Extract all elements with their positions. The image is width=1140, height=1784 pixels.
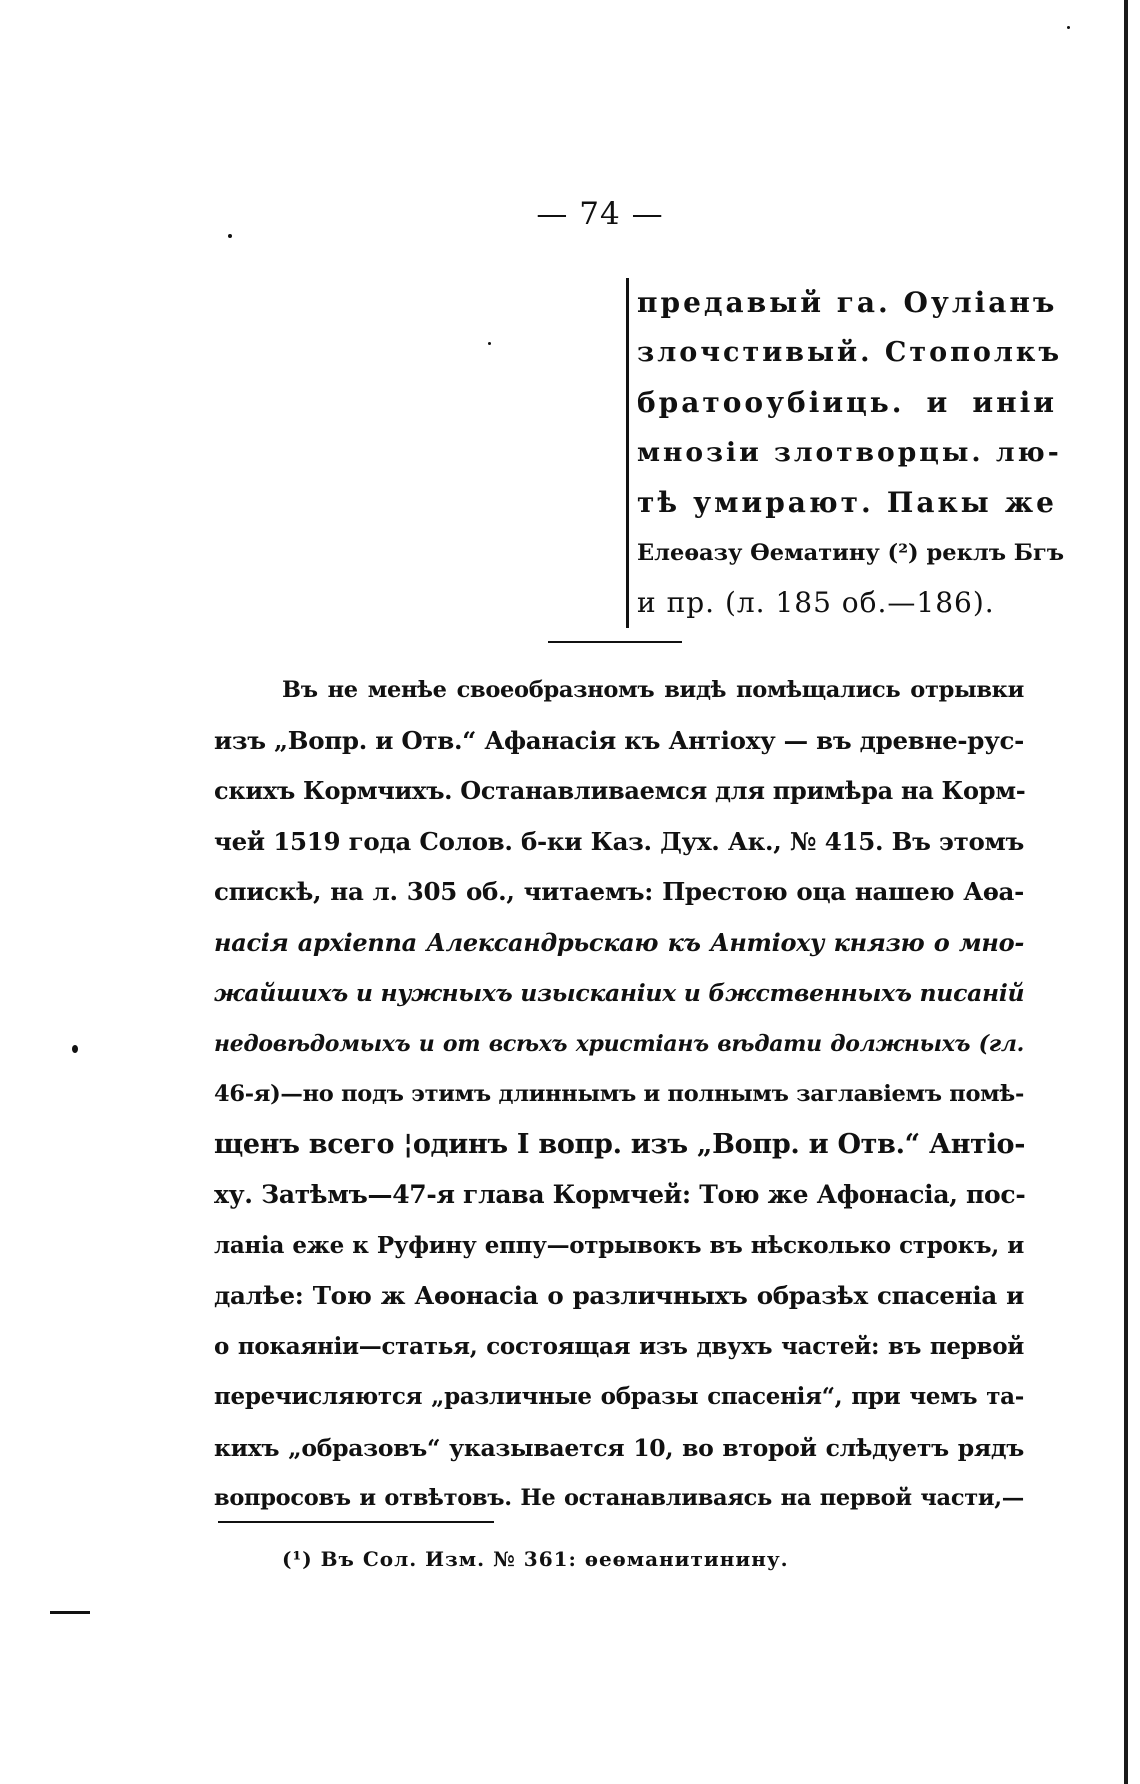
body-line: жайшихъ и нужныхъ изысканіих и бжственныхъ писаній xyxy=(214,979,1025,1007)
stray-dot-mark xyxy=(1067,26,1070,29)
body-line: Въ не менѣе своеобразномъ видѣ помѣщались отрывки xyxy=(282,677,1024,703)
body-line: изъ „Вопр. и Отв.“ Афанасія къ Антіоху — въ древне-рус- xyxy=(214,725,1024,755)
quote-line: злочстивый. Стополкъ xyxy=(637,337,1063,368)
body-line: перечисляются „различные образы спасенія“, при чемъ та- xyxy=(214,1383,1024,1410)
stray-dot-mark xyxy=(228,234,232,238)
body-line: щенъ всего ¦одинъ I вопр. изъ „Вопр. и Отв.“ Антіо- xyxy=(214,1128,1026,1160)
body-line: далѣе: Тою ж Аѳонасіа о различныхъ образѣх спасеніа и xyxy=(214,1281,1024,1310)
body-line: ху. Затѣмъ—47-я глава Кормчей: Тою же Афонасіа, пос- xyxy=(214,1180,1026,1209)
quoted-passage xyxy=(626,278,1065,628)
quote-line: и пр. (л. 185 об.—186). xyxy=(637,586,995,619)
page-number: — 74 — xyxy=(536,196,664,232)
body-line: насія архіеппа Александрьскаю къ Антіоху князю о мно- xyxy=(214,927,1024,957)
footnote: (¹) Въ Сол. Изм. № 361: ѳеѳманитинину. xyxy=(282,1547,789,1571)
body-line: чей 1519 года Солов. б-ки Каз. Дух. Ак., № 415. Въ этомъ xyxy=(214,826,1024,856)
section-separator xyxy=(548,641,682,643)
stray-dot-mark xyxy=(488,342,491,345)
quote-line: Елеѳазу Ѳематину (²) реклъ Бгъ xyxy=(637,540,1065,566)
body-line: скихъ Кормчихъ. Останавливаемся для примѣра на Корм- xyxy=(214,776,1026,805)
footnote-rule xyxy=(218,1521,494,1523)
stray-dot-mark xyxy=(72,1045,78,1053)
margin-dash-mark xyxy=(50,1611,90,1614)
body-paragraph xyxy=(214,665,1024,1524)
body-line: вопросовъ и отвѣтовъ. Не останавливаясь на первой части,— xyxy=(214,1485,1024,1511)
body-line: спискѣ, на л. 305 об., читаемъ: Престою оца нашею Аѳа- xyxy=(214,877,1024,906)
body-line: кихъ „образовъ“ указывается 10, во второй слѣдуетъ рядъ xyxy=(214,1433,1024,1462)
body-line: ланіа еже к Руфину еппу—отрывокъ въ нѣсколько строкъ, и xyxy=(214,1231,1024,1259)
body-line: о покаяніи—статья, состоящая изъ двухъ частей: въ первой xyxy=(214,1332,1024,1360)
scan-edge-shadow xyxy=(1124,0,1128,1784)
quote-line: братооубіиць. и иніи xyxy=(637,386,1057,419)
body-line: недовѣдомыхъ и от всѣхъ христіанъ вѣдати должныхъ (гл. xyxy=(214,1030,1024,1057)
quote-line: предавый га. Оуліанъ xyxy=(637,286,1058,319)
quote-line: мнозіи злотворцы. лю- xyxy=(637,437,1062,468)
body-line: 46-я)—но подъ этимъ длиннымъ и полнымъ заглавіемъ помѣ- xyxy=(214,1081,1024,1107)
quote-line: тѣ умирают. Пакы же xyxy=(637,486,1057,519)
